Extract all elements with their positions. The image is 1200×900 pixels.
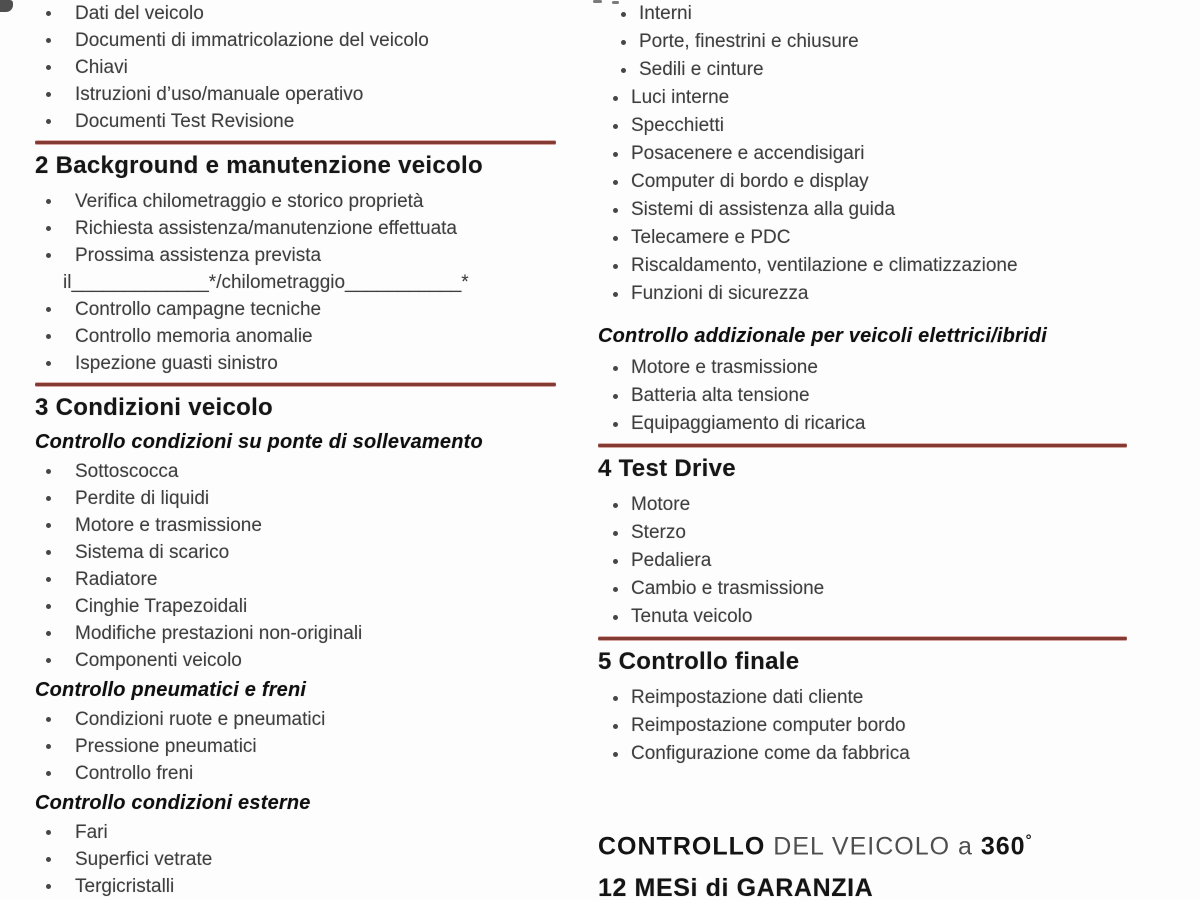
checklist-item xyxy=(35,819,560,846)
checklist-item xyxy=(598,168,1138,196)
bullet-icon xyxy=(46,469,51,474)
bullet-icon xyxy=(613,422,618,427)
bullet-icon xyxy=(613,559,618,564)
checklist-item xyxy=(598,252,1138,280)
checklist-item xyxy=(598,712,1138,740)
checklist-item-label: Richiesta assistenza/manutenzione effettuata xyxy=(75,217,457,239)
bullet-icon xyxy=(613,208,618,213)
checklist-item-label: Equipaggiamento di ricarica xyxy=(631,413,866,434)
section-heading: 3 Condizioni veicolo xyxy=(35,394,274,421)
checklist-item xyxy=(598,196,1138,224)
checklist-item-label: Ispezione guasti sinistro xyxy=(75,352,278,374)
bullet-icon xyxy=(46,744,51,749)
fill-in-blanks-line: il_____________*/chilometraggio___________* xyxy=(63,271,469,293)
checklist xyxy=(35,296,560,377)
checklist-item-label: Tergicristalli xyxy=(75,875,175,897)
checklist-item-label: Documenti Test Revisione xyxy=(75,110,295,132)
checklist-item-label: Fari xyxy=(75,821,108,843)
checklist-item-label: Posacenere e accendisigari xyxy=(631,143,865,164)
checklist-item-label: Riscaldamento, ventilazione e climatizzazione xyxy=(631,255,1018,276)
checklist-item xyxy=(598,28,1138,56)
checklist-item xyxy=(35,647,560,674)
bullet-icon xyxy=(46,550,51,555)
checklist-item-label: Dati del veicolo xyxy=(75,2,204,24)
checklist-item xyxy=(598,519,1138,547)
bullet-icon xyxy=(46,717,51,722)
checklist-item-label: Controllo campagne tecniche xyxy=(75,298,322,320)
bullet-icon xyxy=(46,361,51,366)
checklist xyxy=(35,706,560,787)
checklist-item xyxy=(35,760,560,787)
bullet-icon xyxy=(46,253,51,258)
checklist-item xyxy=(35,458,560,485)
checklist-item-label: Condizioni ruote e pneumatici xyxy=(75,708,326,730)
bullet-icon xyxy=(613,503,618,508)
section-divider xyxy=(35,383,556,386)
checklist-item xyxy=(598,684,1138,712)
section-heading: 5 Controllo finale xyxy=(598,648,800,675)
bullet-icon xyxy=(46,307,51,312)
slogan-part: 360 xyxy=(980,832,1026,861)
bullet-icon xyxy=(613,696,618,701)
checklist-item xyxy=(598,140,1138,168)
checklist-item-label: Pressione pneumatici xyxy=(75,735,257,757)
checklist-item xyxy=(598,491,1138,519)
checklist-item-label: Sistema di scarico xyxy=(75,541,230,563)
checklist-item-label: Tenuta veicolo xyxy=(631,606,753,627)
bullet-icon xyxy=(613,587,618,592)
checklist-item xyxy=(35,846,560,873)
bullet-icon xyxy=(46,38,51,43)
checklist-item xyxy=(598,382,1138,410)
bullet-icon xyxy=(46,226,51,231)
bullet-icon xyxy=(46,658,51,663)
checklist xyxy=(598,354,1138,438)
checklist-item-label: Interni xyxy=(639,3,692,24)
checklist-item-label: Componenti veicolo xyxy=(75,649,242,671)
checklist-item-label: Luci interne xyxy=(631,87,730,108)
checklist-item xyxy=(35,242,560,269)
section-divider xyxy=(598,637,1127,640)
checklist-item-label: Telecamere e PDC xyxy=(631,227,791,248)
checklist-item xyxy=(598,740,1138,768)
bullet-icon xyxy=(46,604,51,609)
bullet-icon xyxy=(46,199,51,204)
checklist-item xyxy=(35,873,560,900)
bullet-icon xyxy=(613,292,618,297)
checklist-item-label: Motore xyxy=(631,494,691,515)
checklist-item xyxy=(35,81,560,108)
bullet-icon xyxy=(613,152,618,157)
bullet-icon xyxy=(613,724,618,729)
bullet-icon xyxy=(613,366,618,371)
bullet-icon xyxy=(613,236,618,241)
checklist-item-label: Sottoscocca xyxy=(75,460,179,482)
checklist-item xyxy=(35,593,560,620)
checklist-item-continuation xyxy=(35,269,560,296)
bullet-icon xyxy=(46,334,51,339)
subsection-heading: Controllo addizionale per veicoli elettrici/ibridi xyxy=(598,325,1047,347)
checklist-item xyxy=(598,112,1138,140)
checklist-item-label: Sterzo xyxy=(631,522,686,543)
checklist-item xyxy=(35,566,560,593)
checklist-item xyxy=(35,350,560,377)
checklist-item-label: Perdite di liquidi xyxy=(75,487,210,509)
section-heading: 4 Test Drive xyxy=(598,455,736,482)
checklist-item xyxy=(598,84,1138,112)
bullet-icon xyxy=(613,264,618,269)
checklist-item xyxy=(35,296,560,323)
bullet-icon xyxy=(46,771,51,776)
checklist xyxy=(598,491,1138,631)
checklist-item xyxy=(35,108,560,135)
checklist-item xyxy=(598,0,1138,28)
bullet-icon xyxy=(613,615,618,620)
checklist-item-label: Radiatore xyxy=(75,568,158,590)
checklist-item xyxy=(35,54,560,81)
checklist-item-label: Specchietti xyxy=(631,115,724,136)
checklist-item-label: Cinghie Trapezoidali xyxy=(75,595,248,617)
bullet-icon xyxy=(46,119,51,124)
checklist-item-label: Chiavi xyxy=(75,56,128,78)
checklist-item xyxy=(598,547,1138,575)
slogan-line xyxy=(598,826,1138,861)
checklist-item xyxy=(35,323,560,350)
checklist xyxy=(598,0,1138,308)
checklist-item xyxy=(35,215,560,242)
bullet-icon xyxy=(613,96,618,101)
checklist xyxy=(35,0,560,135)
bullet-icon xyxy=(46,523,51,528)
checklist-item xyxy=(598,354,1138,382)
bullet-icon xyxy=(46,884,51,889)
checklist-item xyxy=(598,224,1138,252)
checklist-item-label: Sistemi di assistenza alla guida xyxy=(631,199,896,220)
bullet-icon xyxy=(613,180,618,185)
checklist-item-label: Modifiche prestazioni non-originali xyxy=(75,622,363,644)
bullet-icon xyxy=(613,124,618,129)
checklist-item-label: Controllo freni xyxy=(75,762,194,784)
checklist xyxy=(35,458,560,674)
subsection-heading: Controllo condizioni su ponte di sollevamento xyxy=(35,431,483,453)
subsection-heading: Controllo pneumatici e freni xyxy=(35,679,307,701)
right-column xyxy=(598,0,1138,900)
section-divider xyxy=(35,141,556,144)
checklist-item-label: Reimpostazione computer bordo xyxy=(631,715,906,736)
bullet-icon xyxy=(46,92,51,97)
left-column xyxy=(35,0,560,900)
checklist-item xyxy=(598,603,1138,631)
bullet-icon xyxy=(46,830,51,835)
checklist-item-label: Superfici vetrate xyxy=(75,848,213,870)
checklist-item xyxy=(598,575,1138,603)
checklist-item-label: Controllo memoria anomalie xyxy=(75,325,313,347)
checklist-item-label: Configurazione come da fabbrica xyxy=(631,743,910,764)
checklist-item xyxy=(35,733,560,760)
checklist-item-label: Porte, finestrini e chiusure xyxy=(639,31,859,52)
section-heading: 2 Background e manutenzione veicolo xyxy=(35,152,483,179)
checklist-item xyxy=(598,410,1138,438)
checklist-item xyxy=(35,27,560,54)
warranty-heading: 12 MESi di GARANZIA xyxy=(598,874,874,900)
slogan-part: DEL VEICOLO a xyxy=(773,832,981,861)
checklist-item xyxy=(35,539,560,566)
checklist-item xyxy=(35,512,560,539)
checklist-item-label: Prossima assistenza prevista xyxy=(75,244,322,266)
checklist-item-label: Computer di bordo e display xyxy=(631,171,869,192)
checklist-item-label: Cambio e trasmissione xyxy=(631,578,825,599)
checklist-item xyxy=(35,188,560,215)
scan-artifact xyxy=(0,0,13,12)
slogan-part: CONTROLLO xyxy=(598,832,774,861)
bullet-icon xyxy=(46,496,51,501)
checklist-item-label: Pedaliera xyxy=(631,550,712,571)
bullet-icon xyxy=(621,12,626,17)
bullet-icon xyxy=(46,65,51,70)
checklist-item xyxy=(35,706,560,733)
checklist xyxy=(598,684,1138,768)
checklist-item xyxy=(35,620,560,647)
checklist xyxy=(35,242,560,296)
checklist-item xyxy=(598,280,1138,308)
bullet-icon xyxy=(613,752,618,757)
section-divider xyxy=(598,444,1127,447)
checklist-item xyxy=(35,485,560,512)
bullet-icon xyxy=(46,577,51,582)
bullet-icon xyxy=(613,394,618,399)
checklist-item xyxy=(598,56,1138,84)
subsection-heading: Controllo condizioni esterne xyxy=(35,792,311,814)
checklist-item xyxy=(35,0,560,27)
checklist-item-label: Motore e trasmissione xyxy=(631,357,818,378)
checklist xyxy=(35,188,560,242)
checklist-item-label: Documenti di immatricolazione del veicolo xyxy=(75,29,429,51)
spacer xyxy=(598,768,1138,810)
bullet-icon xyxy=(46,857,51,862)
bullet-icon xyxy=(621,40,626,45)
checklist xyxy=(35,819,560,900)
checklist-item-label: Reimpostazione dati cliente xyxy=(631,687,864,708)
bullet-icon xyxy=(621,68,626,73)
slogan-part: ° xyxy=(1025,832,1032,849)
checklist-item-label: Sedili e cinture xyxy=(639,59,764,80)
checklist-item-label: Motore e trasmissione xyxy=(75,514,262,536)
checklist-item-label: Funzioni di sicurezza xyxy=(631,283,809,304)
bullet-icon xyxy=(46,11,51,16)
bullet-icon xyxy=(46,631,51,636)
checklist-item-label: Istruzioni d’uso/manuale operativo xyxy=(75,83,364,105)
checklist-item-label: Verifica chilometraggio e storico proprietà xyxy=(75,190,424,212)
checklist-item-label: Batteria alta tensione xyxy=(631,385,810,406)
bullet-icon xyxy=(613,531,618,536)
